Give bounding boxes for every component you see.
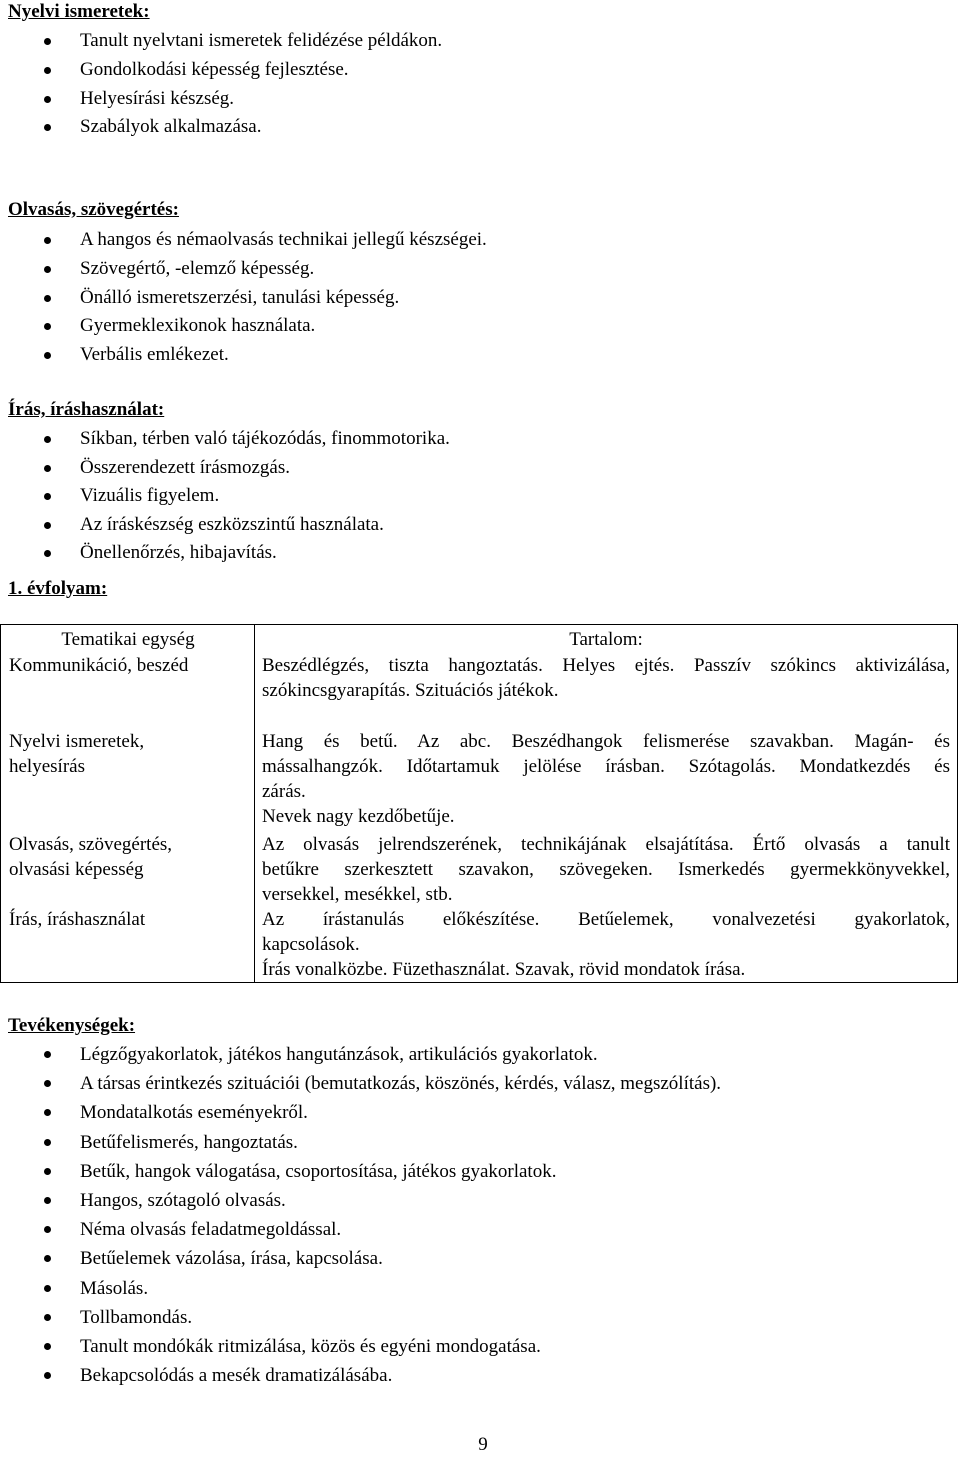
list-item: Betűfelismerés, hangoztatás. <box>0 1128 721 1157</box>
table-row-3-right <box>262 832 950 907</box>
content-table <box>0 624 958 983</box>
list-item: Önálló ismeretszerzési, tanulási képesség. <box>0 284 487 313</box>
section-heading-evfolyam: 1. évfolyam: <box>8 578 108 599</box>
table-cell-line: Nevek nagy kezdőbetűje. <box>262 806 455 827</box>
table-cell-line: betűkre szerkesztett szavakon, szövegeken. Ismerkedés gyermekkönyvekkel, <box>262 859 950 880</box>
list-item: Néma olvasás feladatmegoldással. <box>0 1215 721 1244</box>
list-item: A társas érintkezés szituációi (bemutatkozás, köszönés, kérdés, válasz, megszólítás). <box>0 1069 721 1098</box>
list-item: Szövegértő, -elemző képesség. <box>0 255 487 284</box>
list-item: Szabályok alkalmazása. <box>0 113 442 142</box>
table-row-3-left <box>9 832 247 882</box>
section-heading-iras: Írás, íráshasználat: <box>8 399 165 420</box>
table-cell-line: mássalhangzók. Időtartamuk jelölése írásban. Szótagolás. Mondatkezdés és <box>262 756 950 777</box>
list-item: A hangos és némaolvasás technikai jellegű készségei. <box>0 226 487 255</box>
section-heading-olvasas: Olvasás, szövegértés: <box>8 199 179 220</box>
table-cell-line: Az olvasás jelrendszerének, technikájának elsajátítása. Értő olvasás a tanult <box>262 834 950 855</box>
list-item: Betűelemek vázolása, írása, kapcsolása. <box>0 1244 721 1273</box>
table-cell-line: Nyelvi ismeretek, <box>9 731 145 752</box>
table-cell-line: Olvasás, szövegértés, <box>9 834 173 855</box>
section-heading-nyelvi: Nyelvi ismeretek: <box>8 1 150 22</box>
table-row-2-left <box>9 729 247 779</box>
list-item: Tanult mondókák ritmizálása, közös és egyéni mondogatása. <box>0 1332 721 1361</box>
table-row-4-left <box>9 907 247 932</box>
list-item: Másolás. <box>0 1274 721 1303</box>
list-iras <box>0 425 450 568</box>
section-heading-tevekenysegek: Tevékenységek: <box>8 1015 136 1036</box>
table-cell-line: Beszédlégzés, tiszta hangoztatás. Helyes ejtés. Passzív szókincs aktivizálása, <box>262 655 950 676</box>
table-cell-line: olvasási képesség <box>9 859 144 880</box>
list-item: Betűk, hangok válogatása, csoportosítása, játékos gyakorlatok. <box>0 1157 721 1186</box>
list-item: Az íráskészség eszközszintű használata. <box>0 511 450 540</box>
table-cell-line: helyesírás <box>9 756 85 777</box>
list-item: Mondatalkotás eseményekről. <box>0 1098 721 1127</box>
table-cell-line: Hang és betű. Az abc. Beszédhangok felismerése szavakban. Magán- és <box>262 731 950 752</box>
table-cell-line: zárás. <box>262 781 306 802</box>
list-tevekenysegek <box>0 1040 721 1390</box>
table-cell-line: szókincsgyarapítás. Szituációs játékok. <box>262 680 559 701</box>
table-row-1-left <box>9 653 247 678</box>
table-cell-line: versekkel, mesékkel, stb. <box>262 884 453 905</box>
list-item: Légzőgyakorlatok, játékos hangutánzások, artikulációs gyakorlatok. <box>0 1040 721 1069</box>
list-olvasas <box>0 226 487 370</box>
list-item: Verbális emlékezet. <box>0 341 487 370</box>
table-cell-line: Írás vonalközbe. Füzethasználat. Szavak, rövid mondatok írása. <box>262 959 746 980</box>
table-cell-line: Az írástanulás előkészítése. Betűelemek, vonalvezetési gyakorlatok, <box>262 909 950 930</box>
list-item: Bekapcsolódás a mesék dramatizálásába. <box>0 1361 721 1390</box>
table-row-2-right <box>262 729 950 829</box>
list-item: Összerendezett írásmozgás. <box>0 454 450 483</box>
table-cell-line: kapcsolások. <box>262 934 360 955</box>
page-number: 9 <box>478 1434 488 1455</box>
table-header-left: Tematikai egység <box>61 629 195 650</box>
table-row-1-right <box>262 653 950 703</box>
list-item: Önellenőrzés, hibajavítás. <box>0 539 450 568</box>
list-item: Tanult nyelvtani ismeretek felidézése példákon. <box>0 27 442 56</box>
list-item: Hangos, szótagoló olvasás. <box>0 1186 721 1215</box>
list-item: Gyermeklexikonok használata. <box>0 312 487 341</box>
list-item: Gondolkodási képesség fejlesztése. <box>0 56 442 85</box>
list-item: Síkban, térben való tájékozódás, finommotorika. <box>0 425 450 454</box>
table-row-4-right <box>262 907 950 982</box>
list-item: Tollbamondás. <box>0 1303 721 1332</box>
list-item: Vizuális figyelem. <box>0 482 450 511</box>
table-cell-line: Írás, íráshasználat <box>9 909 146 930</box>
list-nyelvi <box>0 27 442 142</box>
list-item: Helyesírási készség. <box>0 85 442 114</box>
table-header-right: Tartalom: <box>569 629 643 650</box>
table-cell-line: Kommunikáció, beszéd <box>9 655 189 676</box>
table-column-divider <box>254 625 255 982</box>
